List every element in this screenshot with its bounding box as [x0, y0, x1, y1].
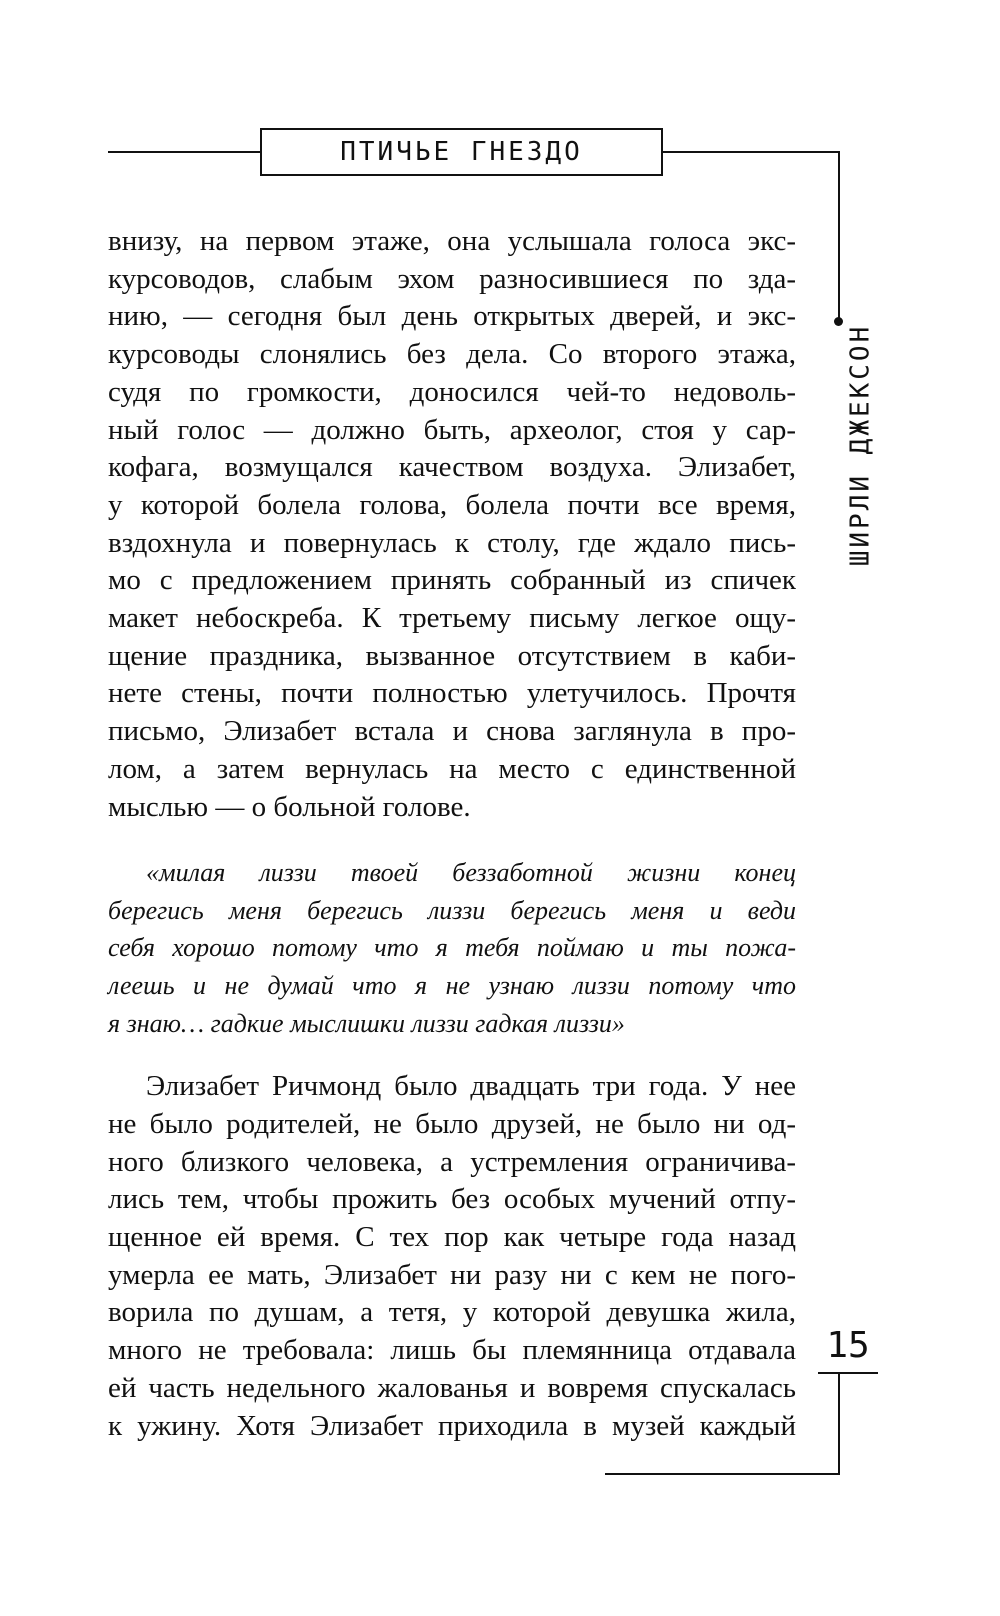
letter-line: я знаю… гадкие мыслишки лиззи гадкая лиззи»: [108, 1008, 625, 1038]
letter-line: леешь и не думай что я не узнаю лиззи потому что: [108, 971, 796, 1001]
text-line: нете стены, почти полностью улетучилось. Прочтя: [108, 677, 796, 710]
page-number-rule: [818, 1372, 878, 1374]
text-line: умерла ее мать, Элизабет ни разу ни с кем не пого-: [108, 1258, 796, 1291]
quoted-letter: [108, 854, 796, 1042]
text-line: мо с предложением принять собранный из спичек: [108, 564, 796, 597]
text-line: не было родителей, не было друзей, не было ни од-: [108, 1107, 796, 1140]
text-column: [108, 223, 796, 1445]
text-line: ного близкого человека, а устремления ограничива-: [108, 1145, 796, 1178]
text-line: лись тем, чтобы прожить без особых мучений отпу-: [108, 1183, 796, 1216]
header-rule-right: [663, 151, 839, 153]
side-rule-dot: [834, 317, 843, 326]
text-line: щение праздника, вызванное отсутствием в каби-: [108, 639, 796, 672]
paragraph-1: [108, 223, 796, 826]
running-author: [842, 323, 878, 567]
letter-line: «милая лиззи твоей беззаботной жизни конец: [146, 858, 796, 888]
running-header-box: [260, 128, 663, 176]
text-line: письмо, Элизабет встала и снова заглянула в про-: [108, 715, 796, 748]
letter-line: берегись меня берегись лиззи берегись меня и веди: [108, 895, 796, 925]
text-line: лом, а затем вернулась на место с единственной: [108, 752, 796, 785]
text-line: макет небоскреба. К третьему письму легкое ощу-: [108, 602, 796, 635]
text-line: ей часть недельного жалованья и вовремя спускалась: [108, 1371, 796, 1404]
text-line: судя по громкости, доносился чей-то недоволь-: [108, 375, 796, 408]
text-line: много не требовала: лишь бы племянница отдавала: [108, 1334, 796, 1367]
page-number: 15: [826, 1325, 870, 1366]
text-line: у которой болела голова, болела почти все время,: [108, 488, 796, 521]
text-line: кофага, возмущался качеством воздуха. Элизабет,: [108, 451, 796, 484]
running-author-label: ШИРЛИ ДЖЕКСОН: [845, 323, 875, 567]
letter-line: себя хорошо потому что я тебя поймаю и ты пожа-: [108, 933, 796, 963]
text-line: ный голос — должно быть, археолог, стоя у сар-: [108, 413, 796, 446]
text-line: курсоводов, слабым эхом разносившиеся по зда-: [108, 262, 796, 295]
footer-rule-bottom: [605, 1473, 840, 1475]
text-line: к ужину. Хотя Элизабет приходила в музей каждый: [108, 1409, 796, 1442]
header-rule-left: [108, 151, 260, 153]
text-line: ворила по душам, а тетя, у которой девушка жила,: [108, 1296, 796, 1329]
side-rule-top: [838, 151, 840, 321]
footer-rule-vertical: [838, 1372, 840, 1475]
text-line: щенное ей время. С тех пор как четыре года назад: [108, 1221, 796, 1254]
text-line: курсоводы слонялись без дела. Со второго этажа,: [108, 338, 796, 371]
text-line: мыслью — о больной голове.: [108, 790, 471, 823]
text-line: Элизабет Ричмонд было двадцать три года. У нее: [146, 1070, 796, 1103]
text-line: вздохнула и повернулась к столу, где ждало пись-: [108, 526, 796, 559]
text-line: внизу, на первом этаже, она услышала голоса экс-: [108, 225, 796, 257]
paragraph-2: [108, 1068, 796, 1445]
text-line: нию, — сегодня был день открытых дверей, и экс-: [108, 300, 796, 333]
running-header-title: ПТИЧЬЕ ГНЕЗДО: [340, 137, 583, 167]
